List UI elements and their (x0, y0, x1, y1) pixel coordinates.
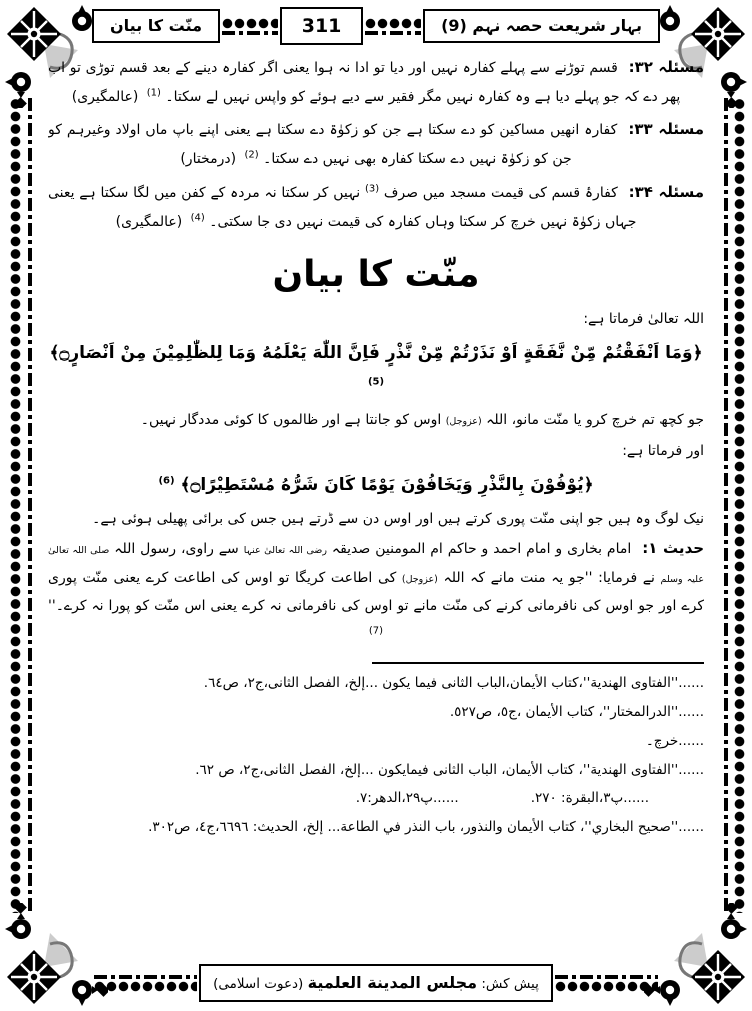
footnote-marker: (7) (368, 625, 384, 637)
page-footer (92, 961, 660, 1005)
book-title-box (423, 9, 660, 43)
dash-dot-rule-icon (222, 31, 278, 35)
source-citation: (عالمگیری) (71, 88, 139, 105)
dash-dot-rule-icon (555, 975, 658, 979)
hadith-text: امام بخاری و امام احمد و حاکم ام المومنین صدیقہ (331, 540, 632, 557)
masala-number: مسئلہ ۳۳: (628, 120, 704, 139)
quran-intro-1: اللہ تعالیٰ فرماتا ہے: (583, 311, 704, 328)
masala-34-paragraph (48, 177, 704, 236)
verse-text: ﴿يُوْفُوْنَ بِالنَّذْرِ وَيَخَافُوْنَ يَوْمًا كَانَ شَرُّهُ مُسْتَطِيْرًا۝﴾ (180, 474, 594, 495)
left-bead-border (9, 98, 22, 913)
honorific-text: (عزوجل) (401, 573, 438, 585)
page-content (48, 52, 704, 955)
header-chain (222, 18, 278, 35)
footnote-3: ......خرچ۔ (645, 732, 704, 749)
chapter-title-box (92, 9, 220, 43)
page-number: 311 (301, 14, 342, 37)
dash-dot-rule-icon (94, 975, 197, 979)
honorific-text: رضی اللہ تعالیٰ عنہا (243, 544, 327, 556)
page-header (92, 5, 660, 47)
footnote-marker: (4) (190, 211, 205, 223)
footnote-marker: (3) (364, 183, 380, 195)
bead-chain-icon (222, 18, 278, 29)
hadith-number: حدیث ۱: (642, 538, 704, 557)
masala-number: مسئلہ ۳۴: (628, 182, 704, 201)
bead-chain-icon (555, 981, 658, 992)
dash-dot-rule-icon (365, 31, 421, 35)
masala-number: مسئلہ ۳۲: (628, 58, 704, 76)
footnote-4: ......''الفتاوى الهندية''، كتاب الأيمان، الباب الثانى فيمايكون ...إلخ، الفصل الثانى،ج٢، ص ٦٢. (195, 761, 704, 778)
honorific-text: (عزوجل) (445, 416, 482, 428)
book-title: بہار شریعت حصہ نہم (9) (441, 16, 642, 36)
hadith-text: سے راوی، رسول اللہ (114, 540, 239, 557)
quran-intro-2: اور فرماتا ہے: (622, 443, 704, 460)
quran-verse-2 (48, 469, 704, 502)
hadith-paragraph (48, 533, 704, 650)
hadith-text: نے فرمایا: ''جو یہ منت مانے کہ اللہ (443, 569, 655, 586)
footnote-marker: (5) (367, 376, 385, 388)
footnote-7: ......''صحيح البخاري''، كتاب الأيمان والنذور، باب النذر في الطاعة... إلخ، الحديث: ٦٦٩٦،ج٤، ص٣٠٢. (148, 819, 704, 836)
bead-chain-icon (94, 981, 197, 992)
publisher-box (199, 964, 553, 1001)
publisher-prefix: پیش کش: (481, 976, 539, 993)
publisher-name: مجلس المدینة العلمیة (307, 973, 478, 993)
source-citation: (عالمگیری) (115, 213, 183, 230)
translation-text: جو کچھ تم خرچ کرو یا منّت مانو، اللہ (486, 412, 704, 429)
masala-text: کفارۂ قسم کی قیمت مسجد میں صرف (383, 184, 618, 201)
source-citation: (درمختار) (180, 151, 237, 168)
hadith-text: کی اطاعت کریگا تو اوس کی اطاعت کرے یعنی منّت پوری کرے اور جو اوس کی نافرمانی کرنے کی منّت مانے تو اوس کی نافرمانی نہ کرے یعنی اس منّت کو پورا نہ کرے۔'' (48, 569, 704, 615)
footer-chain (94, 975, 197, 992)
footnote-5: ......پ٣،البقرة: ٢٧٠. (530, 790, 649, 807)
quran-verse-1 (48, 337, 704, 403)
verse-text: ﴿وَمَا اَنْفَقْتُمْ مِّنْ نَّفَقَةٍ اَوْ نَذَرْتُمْ مِّنْ نَّذْرٍ فَاِنَّ اللّٰهَ يَعْلَمُهُ وَمَا لِلظّٰلِمِيْنَ مِنْ اَنْصَارٍ۝﴾ (49, 342, 703, 363)
right-bead-border (733, 98, 746, 913)
bead-chain-icon (365, 18, 421, 29)
honorific-text: صلی اللہ تعالیٰ علیہ وسلم (48, 544, 704, 585)
footnote-marker: (2) (244, 149, 259, 161)
footer-chain (555, 975, 658, 992)
masala-text: نہیں کر سکتا نہ مردہ کے کفن میں لگا سکتا ہے یعنی جہاں زکوٰۃ نہیں خرچ کر سکتا وہاں کفارہ کی قیمت نہیں دی جا سکتی۔ (48, 184, 637, 230)
left-dashdot-border (28, 98, 32, 913)
footnote-separator (372, 662, 704, 664)
footnote-1: ......''الفتاوى الهندية''،كتاب الأيمان،الباب الثانى فيما يكون ...إلخ، الفصل الثانى،ج٢، ص٦٤. (203, 674, 704, 691)
footnote-marker: (1) (146, 87, 161, 99)
translation-text: اوس کو جانتا ہے اور ظالموں کا کوئی مددگار نہیں۔ (140, 412, 442, 429)
publisher-suffix: (دعوت اسلامی) (213, 976, 304, 993)
verse-1-translation (48, 406, 704, 434)
footnote-row (48, 788, 704, 809)
verse-2-translation: نیک لوگ وہ ہیں جو اپنی منّت پوری کرتے ہیں اور اوس دن سے ڈرتے ہیں جس کی برائی پھیلی ہوئی ہے۔ (92, 510, 704, 527)
chapter-title: منّت کا بیان (110, 16, 203, 36)
footnote-2: ......''الدرالمختار''، كتاب الأيمان ،ج٥، ص٥٢٧. (449, 703, 704, 720)
right-dashdot-border (724, 98, 728, 913)
page-number-box (280, 7, 364, 45)
section-heading: منّت کا بیان (272, 254, 480, 296)
footnote-marker: (6) (158, 475, 175, 487)
masala-text: قسم توڑنے سے پہلے کفارہ نہیں اور دیا تو ادا نہ ہوا یعنی اگر کفارہ دینے کے بعد قسم توڑی تو اب پھر دے کہ جو پہلے دیا ہے وہ کفارہ نہیں مگر فقیر سے دیے ہوئے کو واپس نہیں لے سکتا۔ (48, 60, 681, 105)
masala-32-paragraph (48, 52, 704, 111)
header-chain (365, 18, 421, 35)
masala-text: کفارہ انھیں مساکین کو دے سکتا ہے جن کو زکوٰۃ دے سکتا ہے یعنی اپنے باپ ماں اولاد وغیرہم کو جن کو زکوٰۃ نہیں دے سکتا کفارہ بھی نہیں دے سکتا۔ (48, 122, 618, 168)
footnote-6: ......پ٢٩،الدهر:٧. (355, 790, 459, 807)
masala-33-paragraph (48, 114, 704, 173)
